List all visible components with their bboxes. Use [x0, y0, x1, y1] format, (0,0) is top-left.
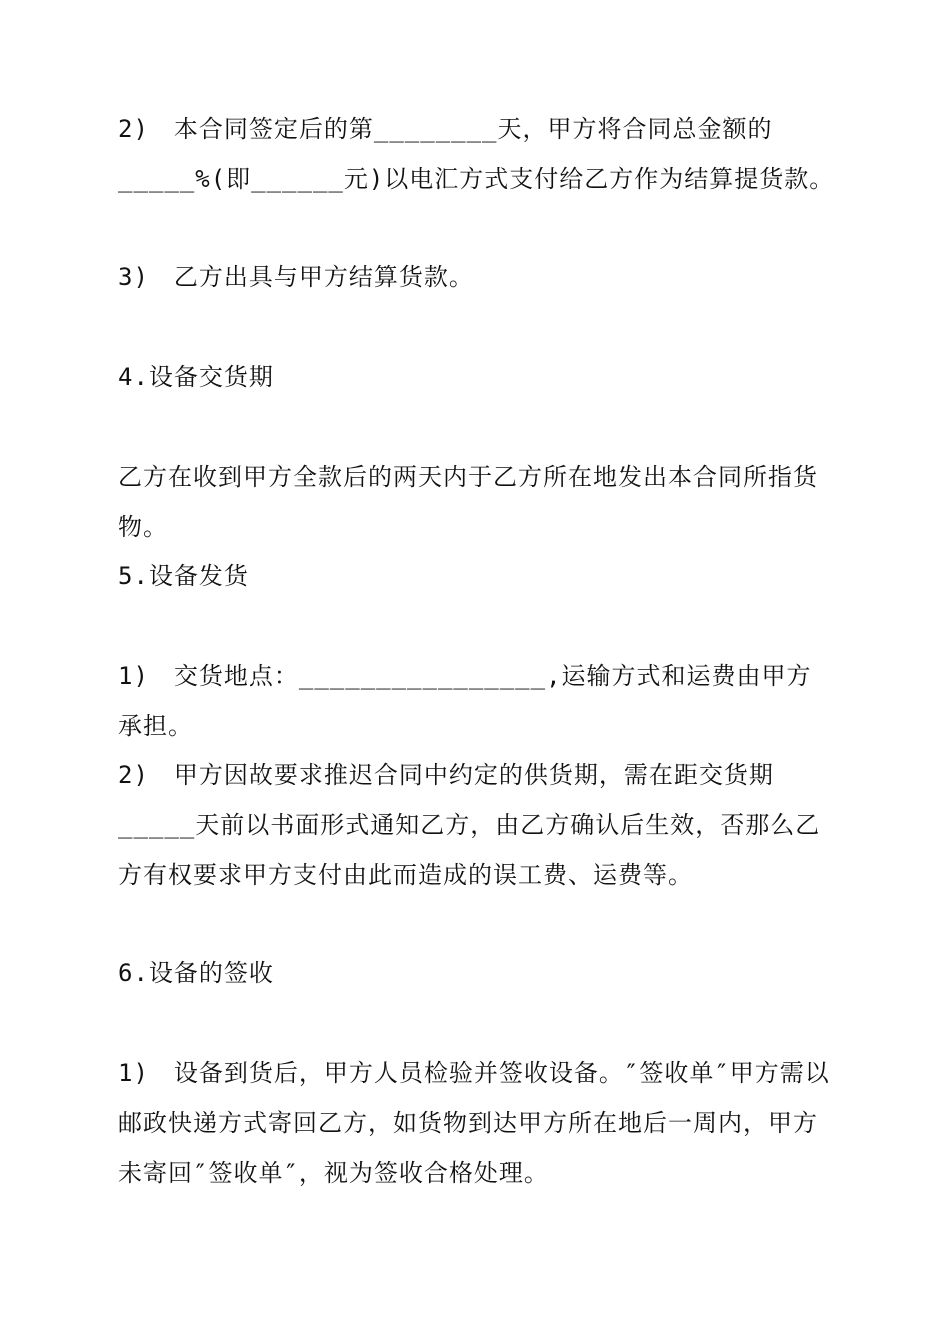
delivery-period-text: 乙方在收到甲方全款后的两天内于乙方所在地发出本合同所指货物。 [118, 463, 818, 541]
section-heading-receipt: 6.设备的签收 [118, 959, 274, 987]
shipment-clause-2: 2) 甲方因故要求推迟合同中约定的供货期，需在距交货期_____天前以书面形式通知乙方，由乙方确认后生效，否那么乙方有权要求甲方支付由此而造成的误工费、运费等。 [118, 761, 821, 889]
payment-clause-3: 3) 乙方出具与甲方结算货款。 [118, 263, 474, 291]
receipt-clause-1: 1) 设备到货后，甲方人员检验并签收设备。″签收单″甲方需以邮政快递方式寄回乙方，如货物到达甲方所在地后一周内，甲方未寄回″签收单″，视为签收合格处理。 [118, 1059, 830, 1187]
section-heading-delivery-period: 4.设备交货期 [118, 363, 274, 391]
section-heading-shipment: 5.设备发货 [118, 562, 249, 590]
payment-clause-2: 2) 本合同签定后的第________天，甲方将合同总金额的_____%(即______元)以电汇方式支付给乙方作为结算提货款。 [118, 115, 835, 193]
shipment-clause-1: 1) 交货地点：________________,运输方式和运费由甲方承担。 [118, 662, 812, 740]
